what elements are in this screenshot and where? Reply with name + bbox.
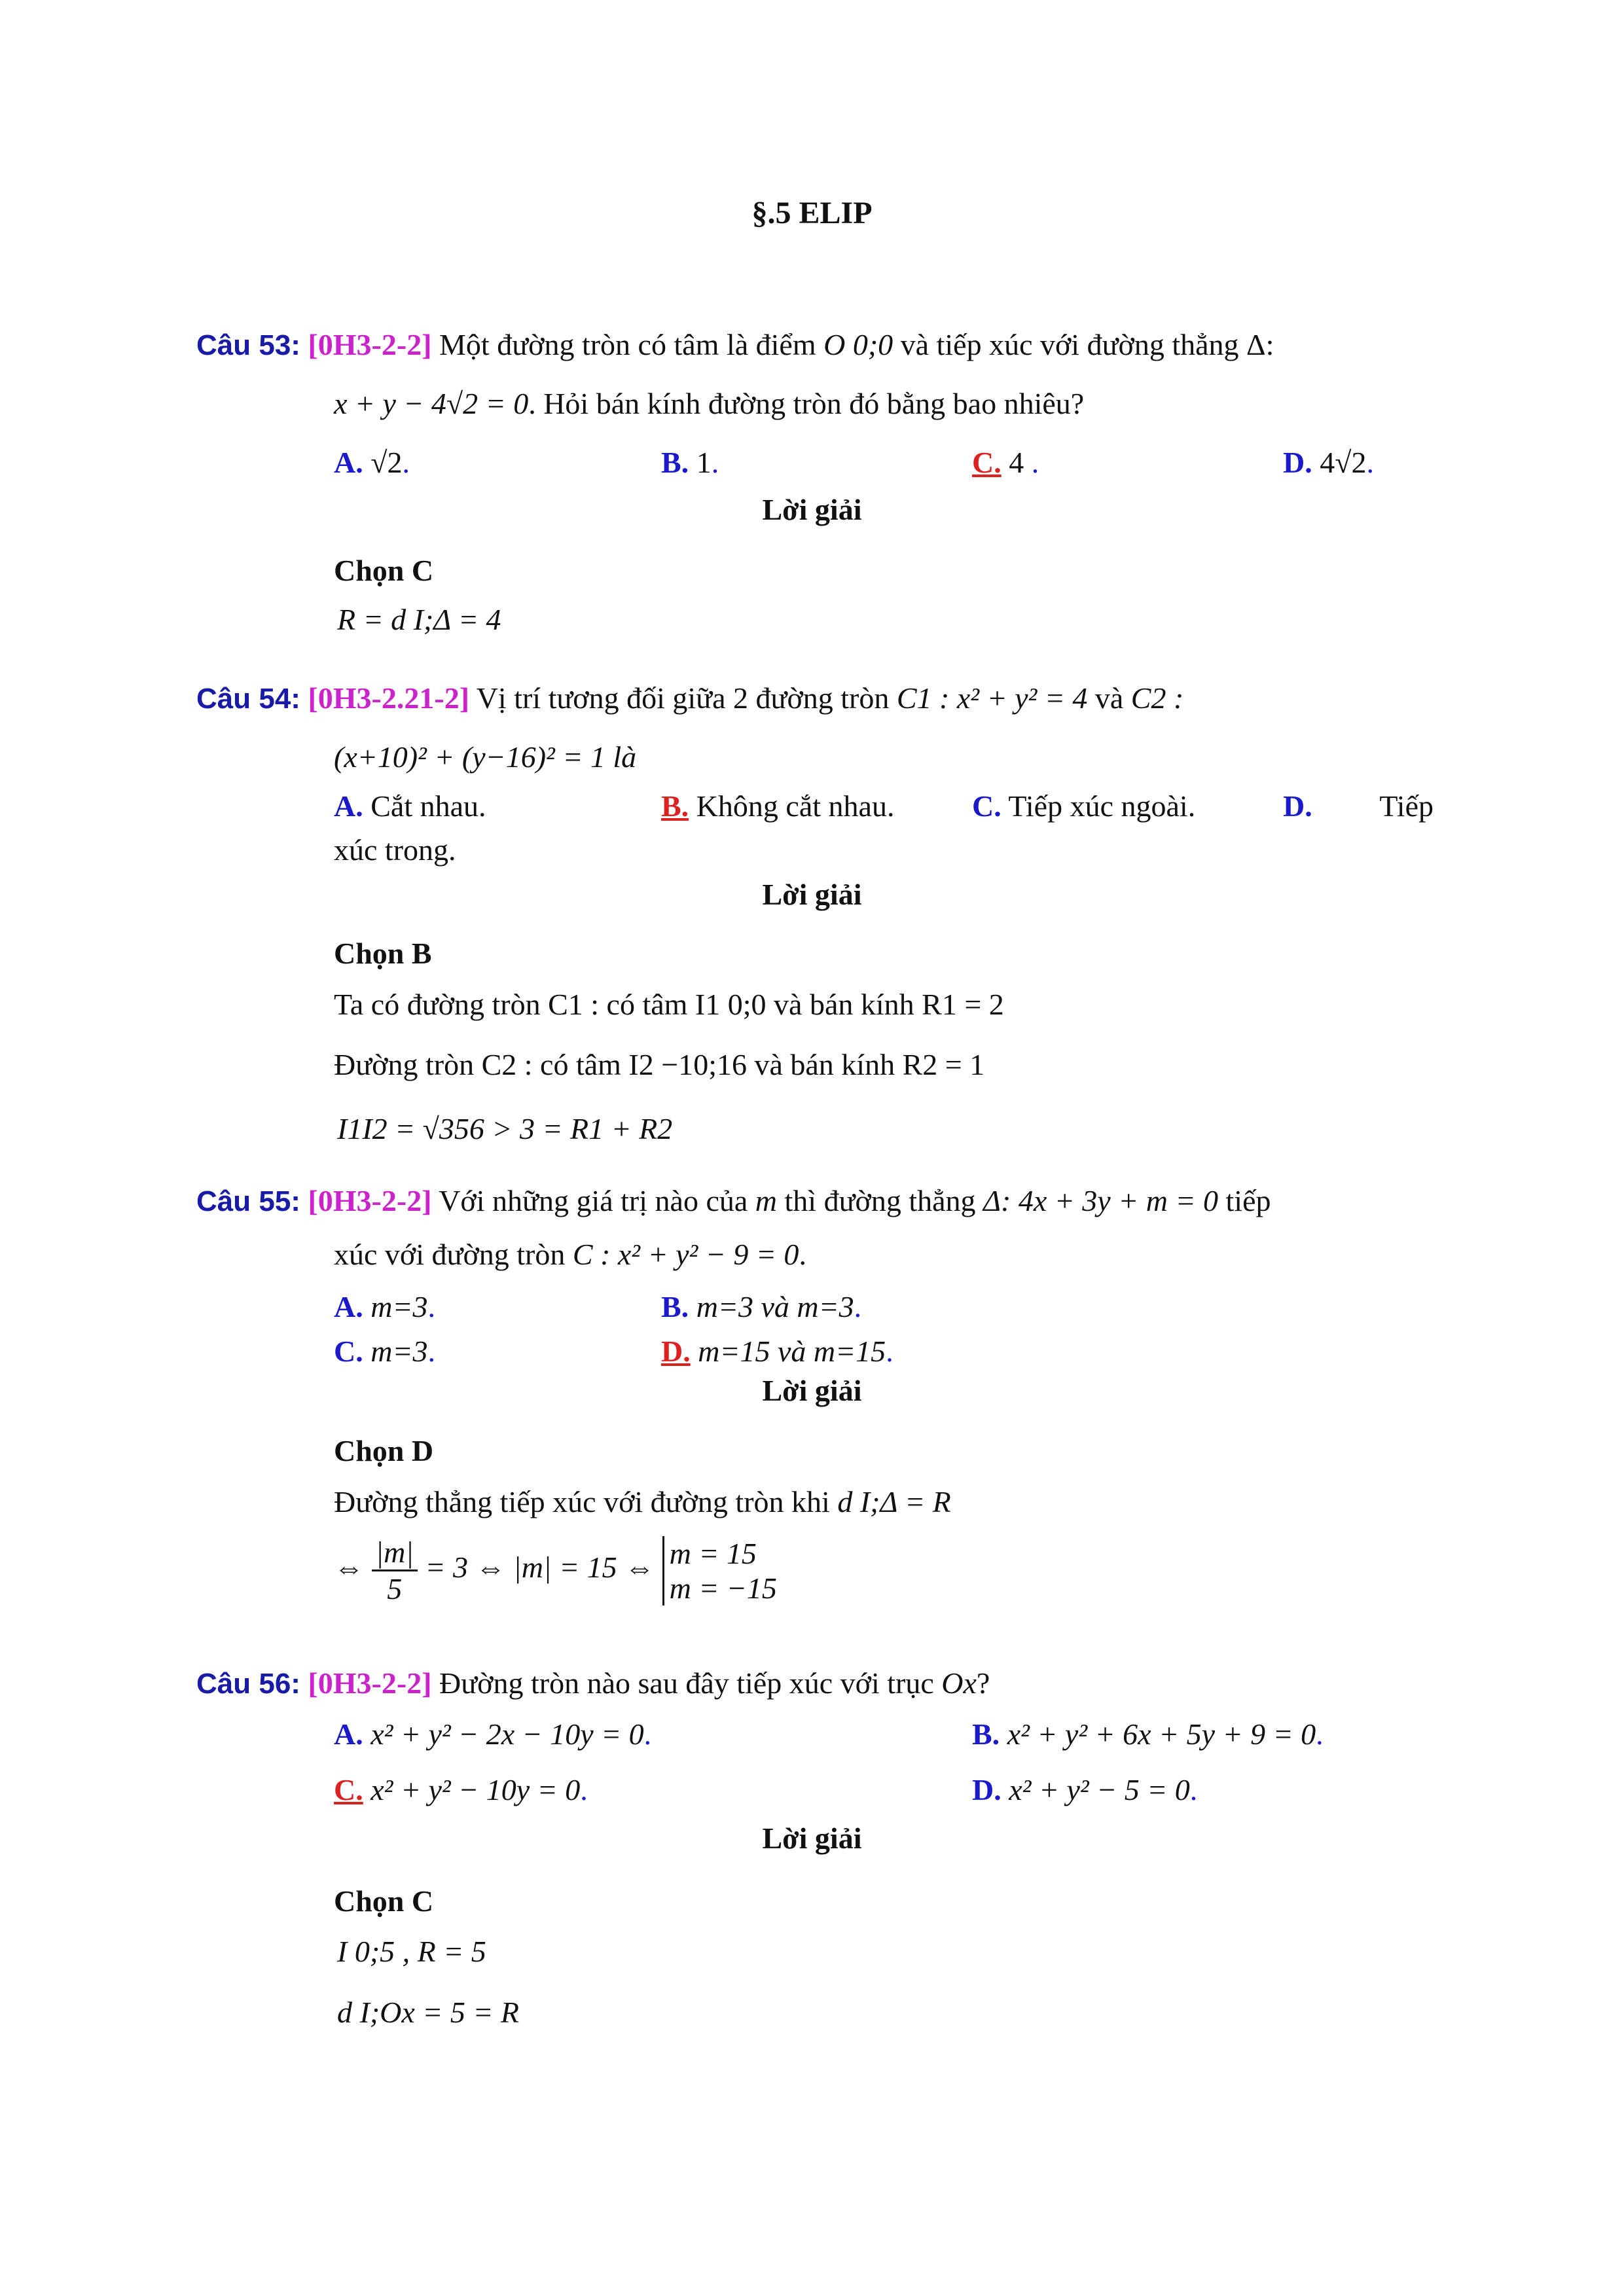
question-54-line-1 [196,681,1183,715]
option-text: 1 [696,446,712,479]
chosen-answer: Chọn C [334,554,434,587]
option-end: . [402,446,410,479]
option-letter: C. [972,789,1001,823]
math-point: O 0;0 [823,328,893,361]
option-text: Không cắt nhau. [696,789,895,823]
question-stem: thì đường thẳng [777,1184,984,1217]
solution-heading: Lời giải [762,1374,862,1407]
solution-line: I1I2 = √356 > 3 = R1 + R2 [337,1112,673,1145]
chosen-answer: Chọn C [334,1884,434,1918]
option-text: m=3 [370,1290,428,1323]
option-letter: B. [661,1290,689,1323]
question-stem: và [1087,681,1131,715]
question-label: Câu 55: [196,1185,300,1217]
question-55-line-2: xúc với đường tròn C : x² + y² − 9 = 0. [334,1238,806,1271]
chosen-answer: Chọn D [334,1434,434,1467]
math-m: m [755,1184,778,1217]
solution-line: Ta có đường tròn C1 : có tâm I1 0;0 và bán kính R1 = 2 [334,988,1004,1021]
math-line-equation: Δ: 4x + 3y + m = 0 [983,1184,1219,1217]
question-tag: [0H3-2.21-2] [308,681,470,715]
solution-line: R = d I;Δ = 4 [337,603,501,636]
option-text: Tiếp xúc ngoài. [1008,789,1196,823]
solution-math: d I;Δ = R [837,1485,951,1518]
solution-heading: Lời giải [762,878,862,911]
option-text: x² + y² − 5 = 0 [1009,1773,1190,1806]
option-d[interactable] [1283,445,1374,480]
option-text: Cắt nhau. [370,789,486,823]
option-text: m=3 và m=3 [696,1290,854,1323]
case-1: m = 15 [669,1536,757,1570]
option-text: m=15 và m=15 [698,1335,886,1368]
question-stem: Đường tròn nào sau đây tiếp xúc với trục [439,1666,942,1700]
option-a[interactable]: A. x² + y² − 2x − 10y = 0. [334,1717,652,1751]
solution-line: I 0;5 , R = 5 [337,1935,486,1968]
option-text: √2 [370,446,403,479]
option-d-continued: xúc trong. [334,833,456,867]
option-letter: D. [972,1773,1001,1806]
option-letter: C. [334,1773,363,1806]
option-text: Tiếp [1379,789,1434,823]
option-letter: C. [972,446,1001,479]
fraction [372,1535,418,1606]
option-letter: A. [334,1717,363,1751]
option-letter: D. [1283,446,1312,479]
question-55-line-1 [196,1183,1271,1218]
option-letter: D. [1283,789,1312,823]
option-letter: B. [661,789,689,823]
question-stem: ? [976,1666,990,1700]
question-stem: và tiếp xúc với đường thẳng [893,328,1247,361]
question-stem: Vị trí tương đối giữa 2 đường tròn [476,681,897,715]
option-letter: D. [661,1335,691,1368]
equation-middle: = 3 ⇔ |m| = 15 ⇔ [418,1551,662,1585]
option-c-correct[interactable]: C. x² + y² − 10y = 0. [334,1773,588,1806]
question-stem: Một đường tròn có tâm là điểm [439,328,824,361]
option-text: x² + y² − 10y = 0 [370,1773,581,1806]
solution-heading: Lời giải [762,1821,862,1855]
option-c[interactable]: C. m=3. [334,1335,435,1368]
question-53-line-1 [196,327,1274,362]
question-tag: [0H3-2-2] [308,1666,432,1700]
solution-line: Đường tròn C2 : có tâm I2 −10;16 và bán kính R2 = 1 [334,1048,985,1081]
option-b[interactable]: B. m=3 và m=3. [661,1290,862,1323]
option-a[interactable] [334,445,410,480]
question-stem: tiếp [1218,1184,1271,1217]
option-letter: B. [972,1717,1000,1751]
solution-text: Đường thẳng tiếp xúc với đường tròn khi [334,1485,838,1518]
option-a[interactable]: A. m=3. [334,1290,435,1323]
question-stem: Với những giá trị nào của [439,1184,755,1217]
option-letter: B. [661,446,689,479]
fraction-numerator: |m| [372,1535,418,1571]
math-line-equation: x + y − 4√2 = 0 [334,387,529,420]
question-label: Câu 56: [196,1668,300,1700]
question-53-line-2 [334,386,1084,421]
option-d[interactable]: D. x² + y² − 5 = 0. [972,1773,1198,1806]
solution-heading: Lời giải [762,493,862,526]
case-2: m = −15 [669,1571,777,1605]
option-text: 4 [1009,446,1024,479]
option-d[interactable] [1283,789,1434,823]
option-b[interactable]: B. x² + y² + 6x + 5y + 9 = 0. [972,1717,1324,1751]
solution-line: d I;Ox = 5 = R [337,1996,519,2029]
page-title: §.5 ELIP [751,196,873,230]
math-circle-c1: C1 : x² + y² = 4 [896,681,1088,715]
math-delta: Δ: [1246,328,1274,361]
option-letter: A. [334,446,363,479]
math-ox: Ox [941,1666,977,1700]
option-end: . [711,446,719,479]
option-end: . [1024,446,1039,479]
option-c-correct[interactable] [972,445,1039,480]
option-text: 4√2 [1320,446,1367,479]
question-56-line-1 [196,1666,990,1700]
option-text: m=3 [370,1335,428,1368]
option-c[interactable] [972,789,1195,823]
option-a[interactable] [334,789,486,823]
option-b[interactable] [661,445,719,480]
question-label: Câu 53: [196,329,300,361]
math-circle-equation: C : x² + y² − 9 = 0 [572,1238,799,1271]
question-stem: . Hỏi bán kính đường tròn đó bằng bao nhiêu? [528,387,1085,420]
question-stem: xúc với đường tròn [334,1238,573,1271]
option-d-correct[interactable]: D. m=15 và m=15. [661,1335,893,1368]
solution-line [334,1484,951,1519]
option-text: x² + y² − 2x − 10y = 0 [370,1717,644,1751]
case-bracket [662,1536,777,1605]
solution-equation: ⇔ $\frac{|m|}{5}$ = 3 ⇔ |m| = 15 ⇔ m = 15 m = −15 [334,1535,777,1605]
option-b-correct[interactable] [661,789,894,823]
fraction-denominator: 5 [387,1572,403,1605]
option-letter: C. [334,1335,363,1368]
option-end: . [1366,446,1374,479]
question-tag: [0H3-2-2] [308,328,432,361]
question-label: Câu 54: [196,683,300,715]
math-circle-c2: C2 : [1130,681,1184,715]
chosen-answer: Chọn B [334,937,432,970]
math-circle-c2-equation: (x+10)² + (y−16)² = 1 là [334,740,637,774]
question-tag: [0H3-2-2] [308,1184,432,1217]
option-letter: A. [334,1290,363,1323]
option-letter: A. [334,789,363,823]
option-text: x² + y² + 6x + 5y + 9 = 0 [1007,1717,1316,1751]
